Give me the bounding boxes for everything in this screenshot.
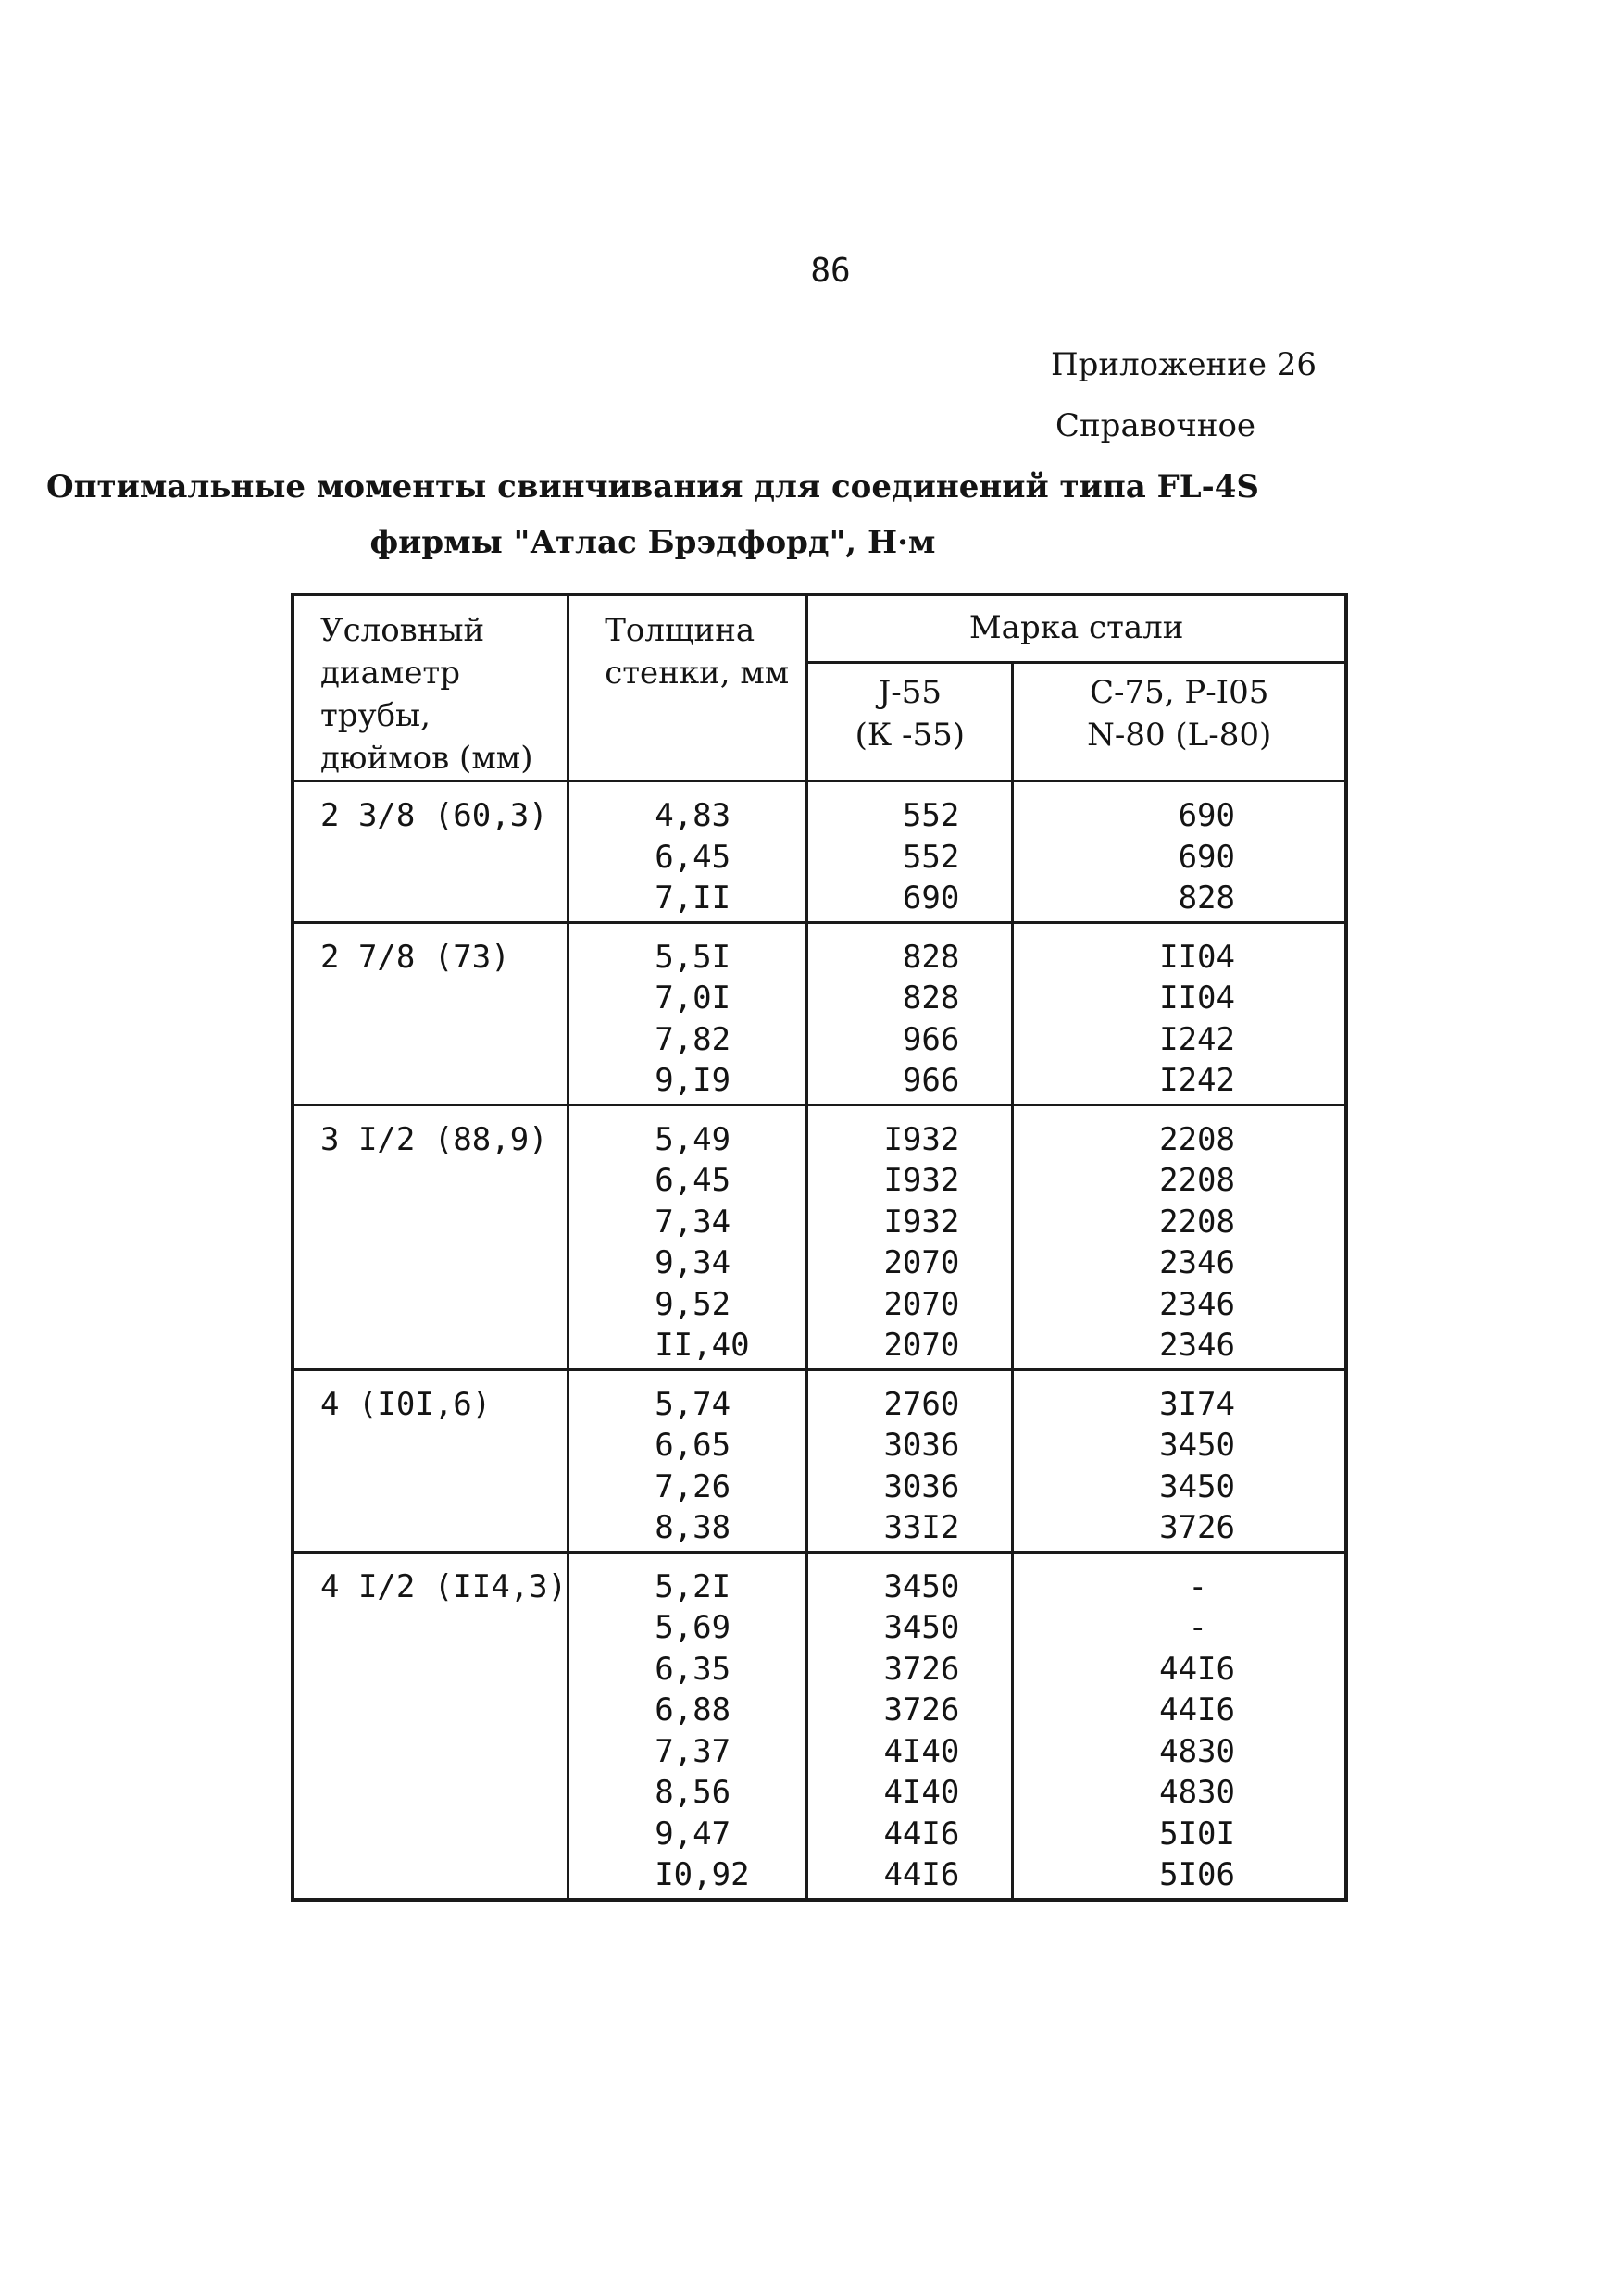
page-number: 86	[810, 252, 851, 290]
cell-grade-a	[807, 922, 1013, 1104]
table-body	[293, 781, 1346, 1900]
cell-grade-a-value: I932	[883, 1162, 960, 1199]
cell-grade-b-value: 4830	[1159, 1774, 1235, 1811]
header-wall-thickness	[568, 594, 807, 781]
cell-grade-a-value: 552	[902, 838, 960, 876]
cell-grade-b-value: 690	[1178, 797, 1235, 834]
cell-grade-a-value: 3726	[883, 1650, 960, 1688]
cell-grade-b	[1013, 1552, 1346, 1900]
cell-grade-b-value: 2208	[1159, 1203, 1235, 1241]
cell-wall-thickness-value: 8,38	[655, 1509, 731, 1546]
cell-grade-b-value: 828	[1178, 880, 1235, 917]
cell-wall-thickness-value: 7,34	[655, 1203, 731, 1241]
cell-wall-thickness-value: 9,47	[655, 1815, 731, 1853]
cell-wall-thickness-value: 5,5I	[655, 938, 731, 976]
cell-wall-thickness-value: 9,I9	[655, 1062, 731, 1099]
cell-wall-thickness-value: 9,52	[655, 1285, 731, 1323]
cell-grade-a-value: 4I40	[883, 1732, 960, 1770]
cell-grade-b-value: 3450	[1159, 1467, 1235, 1505]
cell-wall-thickness-value: 7,37	[655, 1732, 731, 1770]
header-diameter-line: диаметр трубы,	[320, 655, 461, 734]
cell-wall-thickness-value: 6,45	[655, 1162, 731, 1199]
cell-wall-thickness-value: II,40	[655, 1327, 750, 1364]
cell-wall-thickness-value: 5,2I	[655, 1567, 731, 1605]
cell-grade-a	[807, 1104, 1013, 1369]
cell-wall-thickness	[568, 1552, 807, 1900]
cell-grade-b-value: 2346	[1159, 1327, 1235, 1364]
cell-wall-thickness-value: 5,69	[655, 1609, 731, 1646]
cell-grade-b	[1013, 1104, 1346, 1369]
cell-grade-b-value: II04	[1159, 938, 1235, 976]
header-wall-line: стенки, мм	[605, 655, 790, 692]
cell-grade-b-value: 4830	[1159, 1732, 1235, 1770]
cell-diameter: 4 (I0I,6)	[293, 1369, 568, 1552]
cell-grade-b-value: I242	[1159, 1062, 1235, 1099]
header-diameter-line: дюймов (мм)	[320, 740, 533, 777]
cell-grade-a-value: 966	[902, 1020, 960, 1058]
cell-grade-b	[1013, 1369, 1346, 1552]
cell-grade-b-value: 690	[1178, 838, 1235, 876]
table-row	[293, 1369, 1346, 1552]
cell-grade-a-value: 2070	[883, 1244, 960, 1281]
cell-grade-b-value: 2346	[1159, 1285, 1235, 1323]
appendix-label: Приложение 26	[1051, 346, 1317, 383]
cell-wall-thickness-value: 6,45	[655, 838, 731, 876]
cell-wall-thickness	[568, 781, 807, 923]
torque-table	[291, 593, 1348, 1902]
cell-grade-a-value: 966	[902, 1062, 960, 1099]
header-wall-line: Толщина	[605, 612, 755, 649]
cell-grade-a	[807, 781, 1013, 923]
table-row	[293, 781, 1346, 923]
header-grade-a-line: J-55	[878, 674, 942, 711]
reference-label: Справочное	[1055, 407, 1256, 444]
table-title-line-1: Оптимальные моменты свинчивания для соединений типа FL-4S	[46, 468, 1259, 505]
cell-diameter: 2 3/8 (60,3)	[293, 781, 568, 923]
cell-grade-b	[1013, 781, 1346, 923]
cell-grade-b-value: 3450	[1159, 1427, 1235, 1464]
cell-wall-thickness-value: 6,65	[655, 1427, 731, 1464]
cell-diameter: 2 7/8 (73)	[293, 922, 568, 1104]
cell-diameter: 3 I/2 (88,9)	[293, 1104, 568, 1369]
cell-wall-thickness-value: 5,49	[655, 1120, 731, 1158]
cell-wall-thickness-value: 8,56	[655, 1774, 731, 1811]
header-grade-j55	[807, 663, 1013, 781]
cell-grade-a-value: 552	[902, 797, 960, 834]
cell-grade-a-value: 3726	[883, 1691, 960, 1728]
cell-wall-thickness-value: 6,35	[655, 1650, 731, 1688]
cell-grade-b-value: 3I74	[1159, 1385, 1235, 1423]
cell-grade-b-value: II04	[1159, 980, 1235, 1017]
cell-wall-thickness-value: I0,92	[655, 1856, 750, 1893]
cell-grade-a-value: 2070	[883, 1327, 960, 1364]
header-steel-grade: Марка стали	[807, 594, 1346, 663]
cell-grade-a	[807, 1552, 1013, 1900]
cell-grade-b-value: 3726	[1159, 1509, 1235, 1546]
cell-grade-a-value: 4I40	[883, 1774, 960, 1811]
cell-grade-a-value: 3036	[883, 1467, 960, 1505]
cell-wall-thickness-value: 9,34	[655, 1244, 731, 1281]
cell-grade-b-value: 5I0I	[1159, 1815, 1235, 1853]
cell-grade-a-value: 44I6	[883, 1815, 960, 1853]
cell-grade-b	[1013, 922, 1346, 1104]
cell-grade-a-value: 3450	[883, 1609, 960, 1646]
header-grade-c75	[1013, 663, 1346, 781]
cell-wall-thickness-value: 4,83	[655, 797, 731, 834]
cell-wall-thickness	[568, 1369, 807, 1552]
cell-wall-thickness-value: 7,0I	[655, 980, 731, 1017]
cell-grade-b-value: 2208	[1159, 1120, 1235, 1158]
header-grade-a-line: (К -55)	[855, 717, 966, 754]
cell-grade-a-value: 2760	[883, 1385, 960, 1423]
cell-grade-a	[807, 1369, 1013, 1552]
cell-grade-a-value: 33I2	[883, 1509, 960, 1546]
header-diameter-line: Условный	[320, 612, 485, 649]
table-title-line-2: фирмы "Атлас Брэдфорд", Н·м	[369, 524, 936, 561]
cell-grade-b-value: -	[1188, 1567, 1207, 1605]
cell-grade-b-value: 44I6	[1159, 1650, 1235, 1688]
cell-grade-a-value: I932	[883, 1203, 960, 1241]
cell-grade-a-value: 2070	[883, 1285, 960, 1323]
header-grade-b-line: N-80 (L-80)	[1087, 717, 1272, 754]
cell-grade-a-value: 44I6	[883, 1856, 960, 1893]
cell-wall-thickness-value: 7,82	[655, 1020, 731, 1058]
cell-wall-thickness-value: 5,74	[655, 1385, 731, 1423]
cell-wall-thickness-value: 7,II	[655, 880, 731, 917]
header-diameter	[293, 594, 568, 781]
header-grade-b-line: С-75, Р-I05	[1089, 674, 1269, 711]
cell-diameter: 4 I/2 (II4,3)	[293, 1552, 568, 1900]
table-row	[293, 1552, 1346, 1900]
table-row	[293, 1104, 1346, 1369]
cell-wall-thickness-value: 7,26	[655, 1467, 731, 1505]
cell-wall-thickness	[568, 1104, 807, 1369]
table-row	[293, 922, 1346, 1104]
cell-grade-a-value: 690	[902, 880, 960, 917]
cell-wall-thickness	[568, 922, 807, 1104]
cell-grade-b-value: 44I6	[1159, 1691, 1235, 1728]
cell-grade-b-value: 2346	[1159, 1244, 1235, 1281]
cell-grade-a-value: 3450	[883, 1567, 960, 1605]
cell-grade-b-value: 2208	[1159, 1162, 1235, 1199]
cell-grade-b-value: -	[1188, 1609, 1207, 1646]
cell-wall-thickness-value: 6,88	[655, 1691, 731, 1728]
cell-grade-a-value: 828	[902, 980, 960, 1017]
cell-grade-a-value: I932	[883, 1120, 960, 1158]
cell-grade-a-value: 3036	[883, 1427, 960, 1464]
cell-grade-a-value: 828	[902, 938, 960, 976]
cell-grade-b-value: I242	[1159, 1020, 1235, 1058]
cell-grade-b-value: 5I06	[1159, 1856, 1235, 1893]
